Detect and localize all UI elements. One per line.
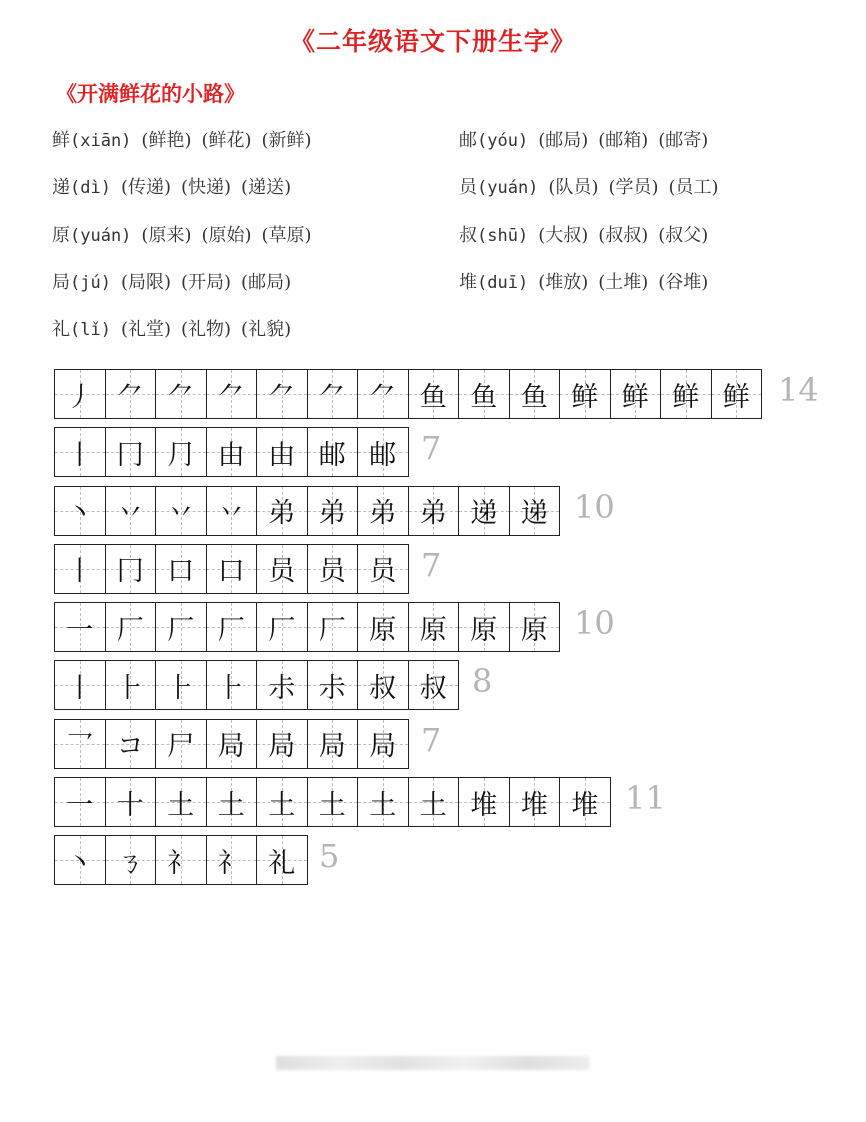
stroke-cell (156, 428, 207, 476)
stroke-count: 8 (472, 662, 493, 701)
stroke-step: 尗 (268, 672, 296, 704)
stroke-step: 丶 (66, 498, 94, 530)
stroke-step: 邮 (318, 439, 346, 471)
stroke-cell (156, 603, 207, 651)
vocab-row (52, 315, 852, 362)
stroke-step: 厂 (318, 614, 346, 646)
vocab-word: (草原) (261, 224, 312, 246)
stroke-cell (560, 370, 611, 418)
stroke-cell (409, 487, 460, 535)
stroke-step: ㄋ (116, 847, 144, 879)
stroke-cell (106, 428, 157, 476)
stroke-cell (106, 778, 157, 826)
vocab-word: (堆放) (538, 271, 589, 293)
vocab-pinyin: (yuán) (70, 225, 132, 246)
stroke-cell (156, 370, 207, 418)
stroke-step: 鱼 (419, 381, 447, 413)
stroke-step: 乛 (66, 731, 94, 763)
stroke-cell (409, 603, 460, 651)
stroke-step: 厂 (217, 614, 245, 646)
stroke-step: 鱼 (520, 381, 548, 413)
stroke-step: 丶 (66, 847, 94, 879)
stroke-cell (510, 487, 561, 535)
stroke-count: 14 (778, 371, 819, 409)
stroke-step: 鲜 (722, 381, 750, 413)
stroke-step: 弟 (318, 498, 346, 530)
vocab-word: (土堆) (598, 271, 649, 293)
stroke-step: コ (116, 731, 144, 763)
stroke-cell (156, 545, 207, 593)
stroke-count: 10 (574, 487, 615, 526)
stroke-cell (207, 603, 258, 651)
stroke-count: 11 (625, 779, 666, 818)
vocab-char: 鲜 (52, 130, 70, 151)
vocab-entry (459, 221, 708, 247)
vocab-char: 礼 (52, 319, 70, 341)
stroke-count: 7 (421, 545, 442, 584)
stroke-cell (257, 370, 308, 418)
stroke-step: ⺈ (369, 381, 397, 413)
vocab-pinyin: (xiān) (70, 131, 132, 151)
stroke-step: 邮 (369, 439, 397, 471)
stroke-step: 土 (369, 789, 397, 821)
stroke-step: ⺊ (217, 672, 245, 704)
stroke-cell (308, 661, 359, 709)
stroke-cell (55, 428, 106, 476)
vocab-word: (学员) (608, 177, 659, 199)
stroke-cell (358, 370, 409, 418)
stroke-cell (358, 545, 409, 593)
stroke-cell (358, 778, 409, 826)
vocab-char: 局 (52, 271, 70, 293)
stroke-cell (459, 603, 510, 651)
vocab-row (52, 173, 852, 220)
stroke-step: 土 (419, 789, 447, 821)
stroke-cell (257, 545, 308, 593)
stroke-cell (510, 603, 561, 651)
vocab-pinyin: (yuán) (477, 178, 539, 199)
stroke-step: 丷 (167, 498, 195, 530)
vocab-word: (队员) (548, 177, 599, 199)
stroke-step: 员 (268, 556, 296, 588)
stroke-cell (308, 778, 359, 826)
stroke-cell (207, 370, 258, 418)
stroke-cell (459, 778, 510, 826)
stroke-cell (106, 487, 157, 535)
stroke-cell (308, 720, 359, 768)
vocab-pinyin: (lǐ) (70, 320, 111, 341)
stroke-count: 5 (319, 837, 340, 876)
vocab-word: (叔父) (658, 224, 709, 246)
stroke-step: 局 (318, 731, 346, 763)
stroke-step: 十 (116, 789, 144, 821)
vocab-char: 堆 (459, 271, 477, 293)
stroke-step: 堆 (571, 789, 599, 821)
stroke-step: ⺈ (217, 381, 245, 413)
stroke-step: 尸 (167, 731, 195, 763)
vocab-row (52, 268, 852, 315)
stroke-cell (106, 545, 157, 593)
stroke-cell (156, 487, 207, 535)
stroke-cell (156, 778, 207, 826)
vocab-word: (叔叔) (598, 224, 649, 246)
vocab-word: (邮寄) (658, 130, 709, 151)
stroke-step: ⺈ (167, 381, 195, 413)
stroke-step: 弟 (369, 498, 397, 530)
stroke-step: ⺊ (167, 672, 195, 704)
stroke-step: 厂 (116, 614, 144, 646)
stroke-count: 10 (574, 604, 615, 643)
stroke-step: 土 (268, 789, 296, 821)
stroke-step: 土 (217, 789, 245, 821)
stroke-cell (55, 603, 106, 651)
stroke-cell (308, 545, 359, 593)
vocab-row (52, 126, 852, 173)
stroke-step: 鲜 (672, 381, 700, 413)
stroke-cells (54, 544, 409, 594)
stroke-cell (55, 778, 106, 826)
vocab-entry (459, 173, 719, 199)
stroke-cell (257, 720, 308, 768)
vocab-entry (52, 315, 291, 341)
stroke-step: ⺈ (116, 381, 144, 413)
stroke-step: 礻 (217, 847, 245, 879)
stroke-step: 口 (167, 556, 195, 588)
stroke-cell (409, 661, 460, 709)
stroke-cells (54, 486, 560, 536)
stroke-cell (207, 487, 258, 535)
stroke-step: 鲜 (621, 381, 649, 413)
stroke-cell (510, 370, 561, 418)
lesson-title: 《开满鲜花的小路》 (56, 81, 245, 106)
stroke-cell (55, 545, 106, 593)
stroke-cells (54, 835, 308, 885)
stroke-step: 丨 (66, 672, 94, 704)
stroke-cell (207, 428, 258, 476)
vocab-char: 员 (459, 177, 477, 199)
stroke-cell (308, 370, 359, 418)
stroke-cell (257, 661, 308, 709)
vocab-entry (52, 268, 291, 294)
blurred-watermark (276, 1056, 590, 1070)
vocab-word: (鲜花) (201, 130, 252, 151)
stroke-step: 递 (520, 498, 548, 530)
vocab-word: (原来) (141, 224, 192, 246)
stroke-cell (106, 720, 157, 768)
stroke-count: 7 (421, 720, 442, 759)
stroke-step: 丨 (66, 439, 94, 471)
stroke-step: 一 (66, 789, 94, 821)
stroke-cell (409, 778, 460, 826)
stroke-step: 丨 (66, 556, 94, 588)
vocab-entry (459, 268, 708, 294)
stroke-cell (459, 370, 510, 418)
stroke-cell (156, 836, 207, 884)
stroke-step: 礻 (167, 847, 195, 879)
vocab-word: (谷堆) (658, 271, 709, 293)
stroke-step: 局 (217, 731, 245, 763)
vocab-word: (邮局) (241, 271, 292, 293)
vocab-word: (礼貌) (241, 319, 292, 341)
vocab-word: (开局) (181, 271, 232, 293)
stroke-cells (54, 427, 409, 477)
stroke-step: 弟 (419, 498, 447, 530)
stroke-cell (106, 836, 157, 884)
vocab-word: (局限) (120, 271, 171, 293)
stroke-cell (207, 545, 258, 593)
stroke-step: 丿 (66, 381, 94, 413)
stroke-step: 局 (369, 731, 397, 763)
stroke-cell (207, 836, 258, 884)
stroke-cell (55, 487, 106, 535)
vocab-word: (原始) (201, 224, 252, 246)
stroke-cell (661, 370, 712, 418)
stroke-cell (106, 661, 157, 709)
stroke-cell (55, 661, 106, 709)
vocab-char: 原 (52, 224, 70, 246)
vocab-word: (鲜艳) (141, 130, 192, 151)
stroke-step: 叔 (419, 672, 447, 704)
stroke-cells (54, 369, 762, 419)
stroke-cell (409, 370, 460, 418)
vocab-pinyin: (shū) (477, 225, 529, 246)
stroke-cell (55, 836, 106, 884)
stroke-step: 厂 (167, 614, 195, 646)
stroke-step: ⺊ (116, 672, 144, 704)
stroke-cells (54, 660, 459, 710)
stroke-step: 冂 (116, 439, 144, 471)
stroke-step: 堆 (520, 789, 548, 821)
stroke-step: 厂 (268, 614, 296, 646)
stroke-step: 由 (268, 439, 296, 471)
stroke-cell (308, 428, 359, 476)
stroke-cells (54, 777, 611, 827)
stroke-cells (54, 719, 409, 769)
vocab-word: (邮局) (538, 130, 589, 151)
stroke-step: 堆 (470, 789, 498, 821)
stroke-step: 丷 (217, 498, 245, 530)
vocab-char: 邮 (459, 130, 477, 151)
stroke-step: ⺈ (318, 381, 346, 413)
stroke-cell (257, 428, 308, 476)
stroke-step: 原 (520, 614, 548, 646)
page-title: 《二年级语文下册生字》 (289, 27, 576, 56)
stroke-step: 递 (470, 498, 498, 530)
stroke-cell (358, 720, 409, 768)
vocab-word: (礼物) (181, 319, 232, 341)
stroke-step: 局 (268, 731, 296, 763)
stroke-step: 土 (318, 789, 346, 821)
vocab-word: (礼堂) (120, 319, 171, 341)
stroke-cell (156, 661, 207, 709)
stroke-cell (257, 836, 308, 884)
vocab-word: (员工) (668, 177, 719, 199)
stroke-cell (308, 603, 359, 651)
stroke-cell (257, 487, 308, 535)
stroke-step: ⺈ (268, 381, 296, 413)
vocab-row (52, 221, 852, 268)
stroke-cell (308, 487, 359, 535)
stroke-cell (207, 778, 258, 826)
stroke-cell (358, 428, 409, 476)
stroke-cell (106, 603, 157, 651)
stroke-step: 原 (470, 614, 498, 646)
stroke-cell (257, 603, 308, 651)
stroke-step: 尗 (318, 672, 346, 704)
stroke-cell (106, 370, 157, 418)
vocab-char: 叔 (459, 224, 477, 246)
stroke-step: 一 (66, 614, 94, 646)
stroke-cell (510, 778, 561, 826)
stroke-step: 由 (217, 439, 245, 471)
vocab-word: (快递) (181, 177, 232, 199)
vocab-entry (52, 126, 312, 152)
vocab-word: (传递) (120, 177, 171, 199)
stroke-step: 丷 (116, 498, 144, 530)
vocab-pinyin: (duī) (477, 272, 529, 293)
stroke-cell (207, 720, 258, 768)
stroke-cell (560, 778, 611, 826)
vocab-entry (459, 126, 708, 152)
vocab-list (52, 126, 852, 362)
stroke-cells (54, 602, 560, 652)
vocab-pinyin: (yóu) (477, 131, 529, 151)
stroke-step: 弟 (268, 498, 296, 530)
stroke-step: 礼 (268, 847, 296, 879)
stroke-step: 员 (318, 556, 346, 588)
stroke-step: 原 (369, 614, 397, 646)
stroke-cell (611, 370, 662, 418)
stroke-cell (55, 720, 106, 768)
stroke-step: 口 (217, 556, 245, 588)
stroke-cell (358, 487, 409, 535)
vocab-word: (递送) (241, 177, 292, 199)
stroke-cell (358, 603, 409, 651)
stroke-step: 原 (419, 614, 447, 646)
stroke-cell (257, 778, 308, 826)
stroke-step: ⺆ (167, 439, 195, 471)
vocab-pinyin: (dì) (70, 178, 111, 199)
stroke-step: 鱼 (470, 381, 498, 413)
vocab-pinyin: (jú) (70, 272, 111, 293)
stroke-cell (712, 370, 763, 418)
vocab-word: (大叔) (538, 224, 589, 246)
vocab-word: (新鲜) (261, 130, 312, 151)
stroke-cell (55, 370, 106, 418)
vocab-char: 递 (52, 177, 70, 199)
stroke-count: 7 (421, 429, 442, 468)
stroke-cell (358, 661, 409, 709)
stroke-cell (459, 487, 510, 535)
stroke-cell (156, 720, 207, 768)
stroke-cell (207, 661, 258, 709)
stroke-step: 冂 (116, 556, 144, 588)
vocab-word: (邮箱) (598, 130, 649, 151)
stroke-step: 鲜 (571, 381, 599, 413)
vocab-entry (52, 221, 312, 247)
vocab-entry (52, 173, 291, 199)
stroke-step: 叔 (369, 672, 397, 704)
stroke-step: 土 (167, 789, 195, 821)
stroke-step: 员 (369, 556, 397, 588)
